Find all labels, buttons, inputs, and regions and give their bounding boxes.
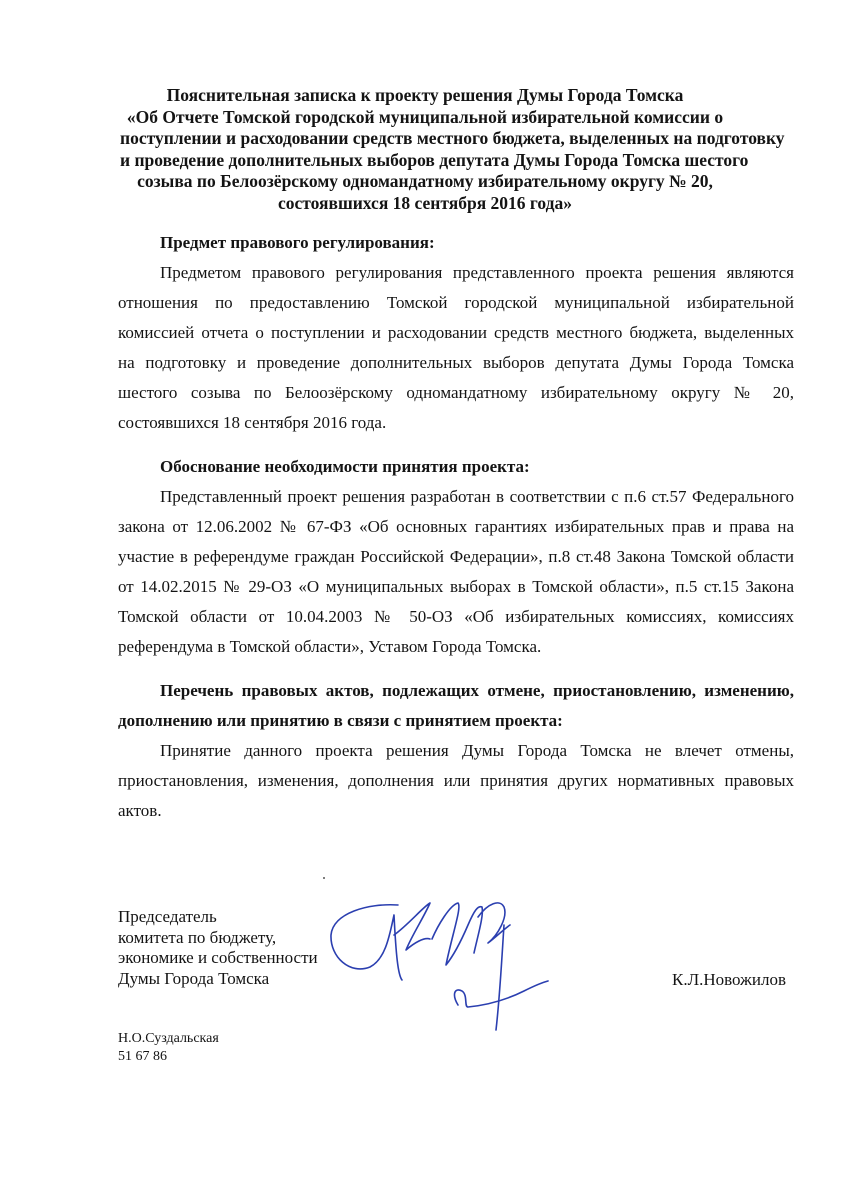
paragraph-line: состоявшихся 18 сентября 2016 года. xyxy=(118,413,387,432)
position-line: комитета по бюджету, xyxy=(118,927,277,947)
section-paragraph xyxy=(118,482,794,662)
section-paragraph xyxy=(118,258,794,438)
title-line: созыва по Белоозёрскому одномандатному избирательному округу № 20, xyxy=(137,171,713,191)
paragraph-line: Томской области от 10.04.2003 № 50-ОЗ «Об избирательных комиссиях, комиссиях xyxy=(118,607,794,626)
paragraph-line: актов. xyxy=(118,801,162,820)
paragraph-line: на подготовку и проведение дополнительных выборов депутата Думы Города Томска xyxy=(118,353,794,372)
paragraph-line: комиссией отчета о поступлении и расходовании средств местного бюджета, выделенных xyxy=(118,323,794,342)
paragraph-line: шестого созыва по Белоозёрскому одномандатному избирательному округу № 20, xyxy=(118,383,794,402)
title-line: состоявшихся 18 сентября 2016 года» xyxy=(277,192,573,213)
position-line: Думы Города Томска xyxy=(118,968,270,988)
handwritten-signature xyxy=(328,895,568,1045)
section-heading xyxy=(118,676,794,736)
section-paragraph xyxy=(118,736,794,826)
title-line: «Об Отчете Томской городской муниципальной избирательной комиссии о xyxy=(126,106,724,127)
heading-line: дополнению или принятию в связи с принятием проекта: xyxy=(118,711,563,730)
paragraph-line: от 14.02.2015 № 29-ОЗ «О муниципальных выборах в Томской области», п.5 ст.15 Закона xyxy=(118,577,794,596)
title-line: Пояснительная записка к проекту решения Думы Города Томска xyxy=(166,85,684,105)
executor-info xyxy=(118,1030,219,1066)
paragraph-line: приостановления, изменения, дополнения или принятия других нормативных правовых xyxy=(118,771,794,790)
paragraph-line: референдума в Томской области», Уставом Города Томска. xyxy=(118,637,542,656)
signatory-position xyxy=(118,907,318,989)
paragraph-line: Принятие данного проекта решения Думы Города Томска не влечет отмены, xyxy=(160,741,794,760)
signatory-name: К.Л.Новожилов xyxy=(672,970,786,989)
section-heading: Обоснование необходимости принятия проекта: xyxy=(160,457,530,476)
section-legal-regulation xyxy=(118,228,794,438)
title-line: и проведение дополнительных выборов депутата Думы Города Томска шестого xyxy=(120,149,749,170)
heading-line: Перечень правовых актов, подлежащих отмене, приостановлению, изменению, xyxy=(160,681,794,700)
executor-name: Н.О.Суздальская xyxy=(118,1031,219,1046)
paragraph-line: отношения по предоставлению Томской городской муниципальной избирательной xyxy=(118,293,794,312)
ink-dot xyxy=(323,877,325,879)
position-line: экономике и собственности xyxy=(118,948,318,967)
paragraph-line: закона от 12.06.2002 № 67-ФЗ «Об основных гарантиях избирательных прав и права на xyxy=(118,517,794,536)
paragraph-line: участие в референдуме граждан Российской Федерации», п.8 ст.48 Закона Томской области xyxy=(118,547,794,566)
section-heading: Предмет правового регулирования: xyxy=(160,233,435,252)
document-title xyxy=(120,85,785,214)
paragraph-line: Предметом правового регулирования представленного проекта решения являются xyxy=(160,263,794,282)
section-legal-acts xyxy=(118,676,794,826)
section-justification xyxy=(118,452,794,662)
title-line: поступлении и расходовании средств местного бюджета, выделенных на подготовку xyxy=(120,128,785,148)
executor-phone: 51 67 86 xyxy=(118,1049,167,1064)
position-line: Председатель xyxy=(118,907,217,926)
paragraph-line: Представленный проект решения разработан в соответствии с п.6 ст.57 Федерального xyxy=(160,487,794,506)
